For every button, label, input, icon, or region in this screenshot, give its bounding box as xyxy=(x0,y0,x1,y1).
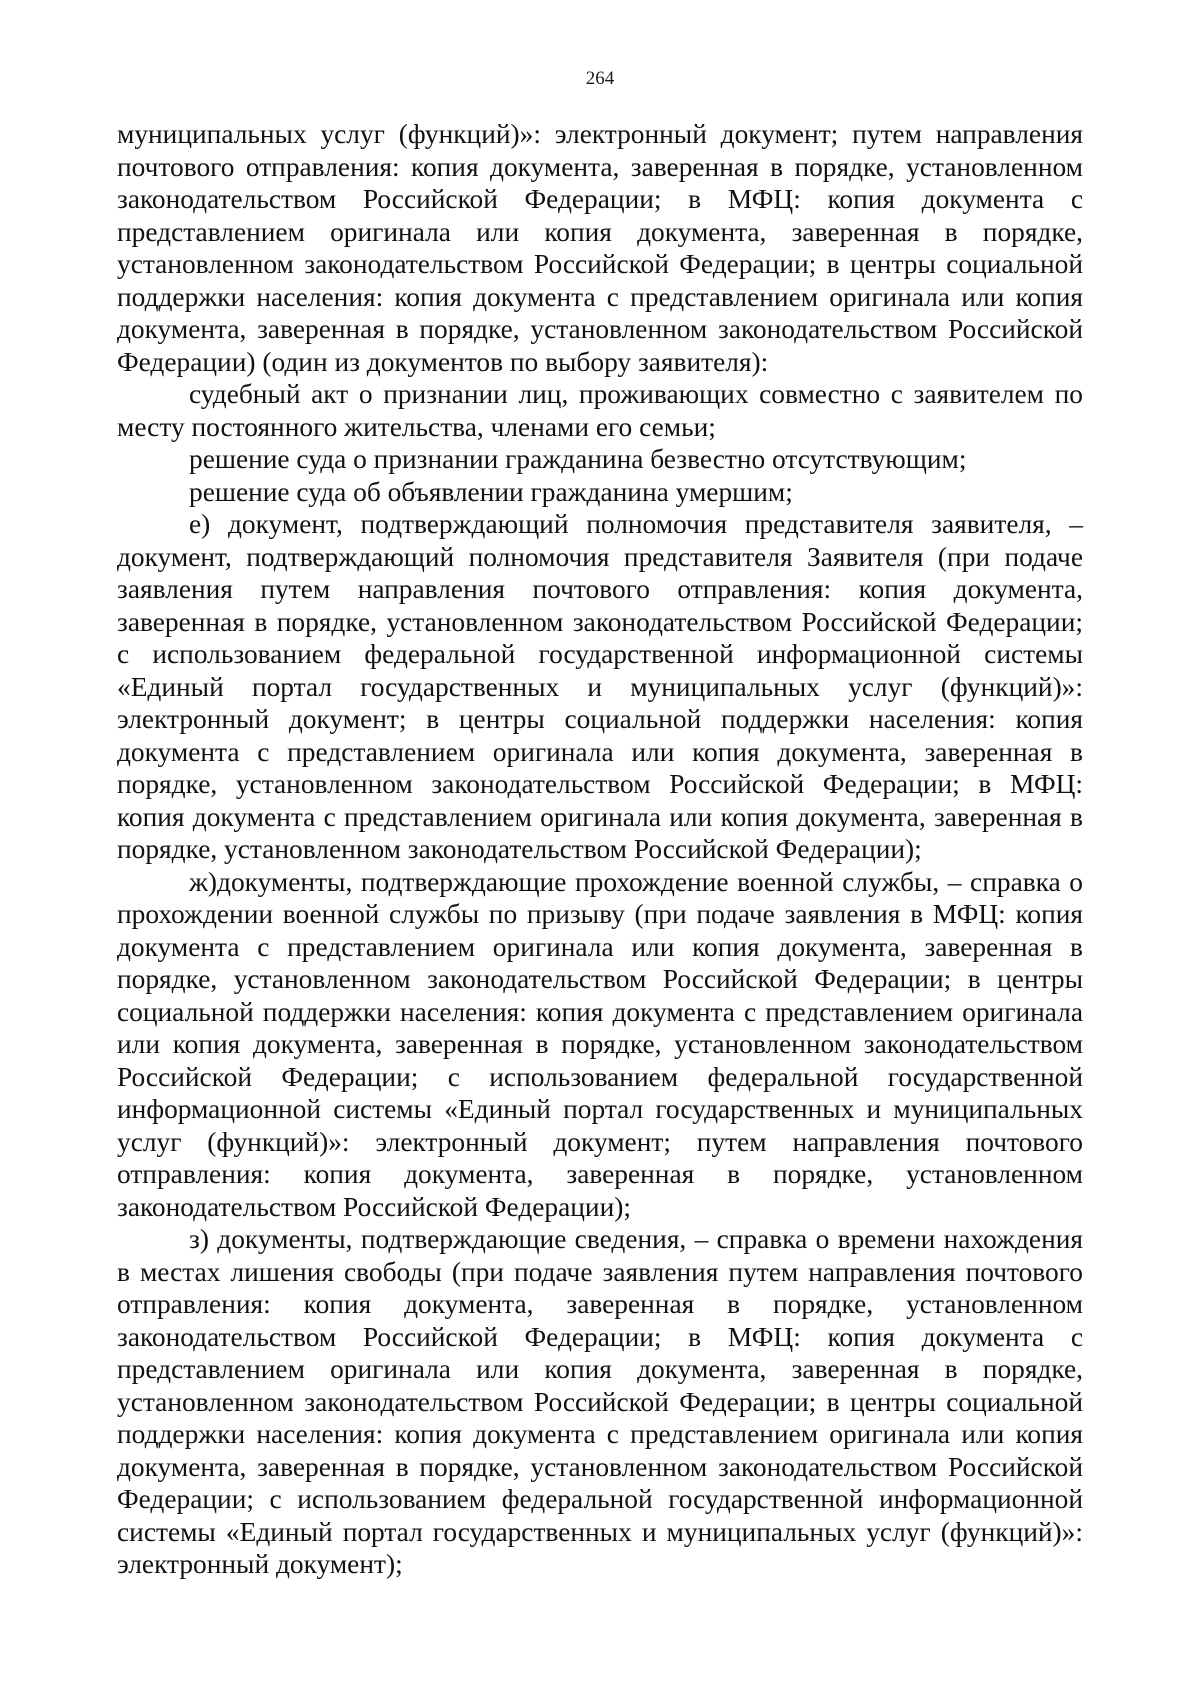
document-body xyxy=(117,118,1083,1581)
paragraph-item-z: з) документы, подтверждающие сведения, – справка о времени нахождения в местах лишения свободы (при подаче заявления путем направления почтового отправления: копия документа, заверенная в порядке, установленном законодательством Российской Федерации; в МФЦ: копия документа с представлением оригинала или копия документа, заверенная в порядке, установленном законодательством Российской Федерации; в центры социальной поддержки населения: копия документа с представлением оригинала или копия документа, заверенная в порядке, установленном законодательством Российской Федерации; с использованием федеральной государственной информационной системы «Единый портал государственных и муниципальных услуг (функций)»: электронный документ); xyxy=(117,1224,1083,1579)
paragraph-court-deceased: решение суда об объявлении гражданина умершим; xyxy=(189,476,793,507)
paragraph-item-zh: ж)документы, подтверждающие прохождение военной службы, – справка о прохождении военной службы по призыву (при подаче заявления в МФЦ: копия документа с представлением оригинала или копия документа, заверенная в порядке, установленном законодательством Российской Федерации; в центры социальной поддержки населения: копия документа с представлением оригинала или копия документа, заверенная в порядке, установленном законодательством Российской Федерации; с использованием федеральной государственной информационной системы «Единый портал государственных и муниципальных услуг (функций)»: электронный документ; путем направления почтового отправления: копия документа, заверенная в порядке, установленном законодательством Российской Федерации); xyxy=(117,866,1083,1222)
paragraph-court-missing: решение суда о признании гражданина безвестно отсутствующим; xyxy=(189,444,967,474)
page-number: 264 xyxy=(585,68,615,89)
paragraph-court-act-family: судебный акт о признании лиц, проживающих совместно с заявителем по месту постоянного жительства, членами его семьи; xyxy=(117,379,1083,442)
paragraph-item-e: е) документ, подтверждающий полномочия представителя заявителя, – документ, подтверждающий полномочия представителя Заявителя (при подаче заявления путем направления почтового отправления: копия документа, заверенная в порядке, установленном законодательством Российской Федерации; с использованием федеральной государственной информационной системы «Единый портал государственных и муниципальных услуг (функций)»: электронный документ; в центры социальной поддержки населения: копия документа с представлением оригинала или копия документа, заверенная в порядке, установленном законодательством Российской Федерации; в МФЦ: копия документа с представлением оригинала или копия документа, заверенная в порядке, установленном законодательством Российской Федерации); xyxy=(117,509,1083,864)
paragraph-continuation: муниципальных услуг (функций)»: электронный документ; путем направления почтового отправления: копия документа, заверенная в порядке, установленном законодательством Российской Федерации; в МФЦ: копия документа с представлением оригинала или копия документа, заверенная в порядке, установленном законодательством Российской Федерации; в центры социальной поддержки населения: копия документа с представлением оригинала или копия документа, заверенная в порядке, установленном законодательством Российской Федерации) (один из документов по выбору заявителя): xyxy=(117,119,1083,377)
